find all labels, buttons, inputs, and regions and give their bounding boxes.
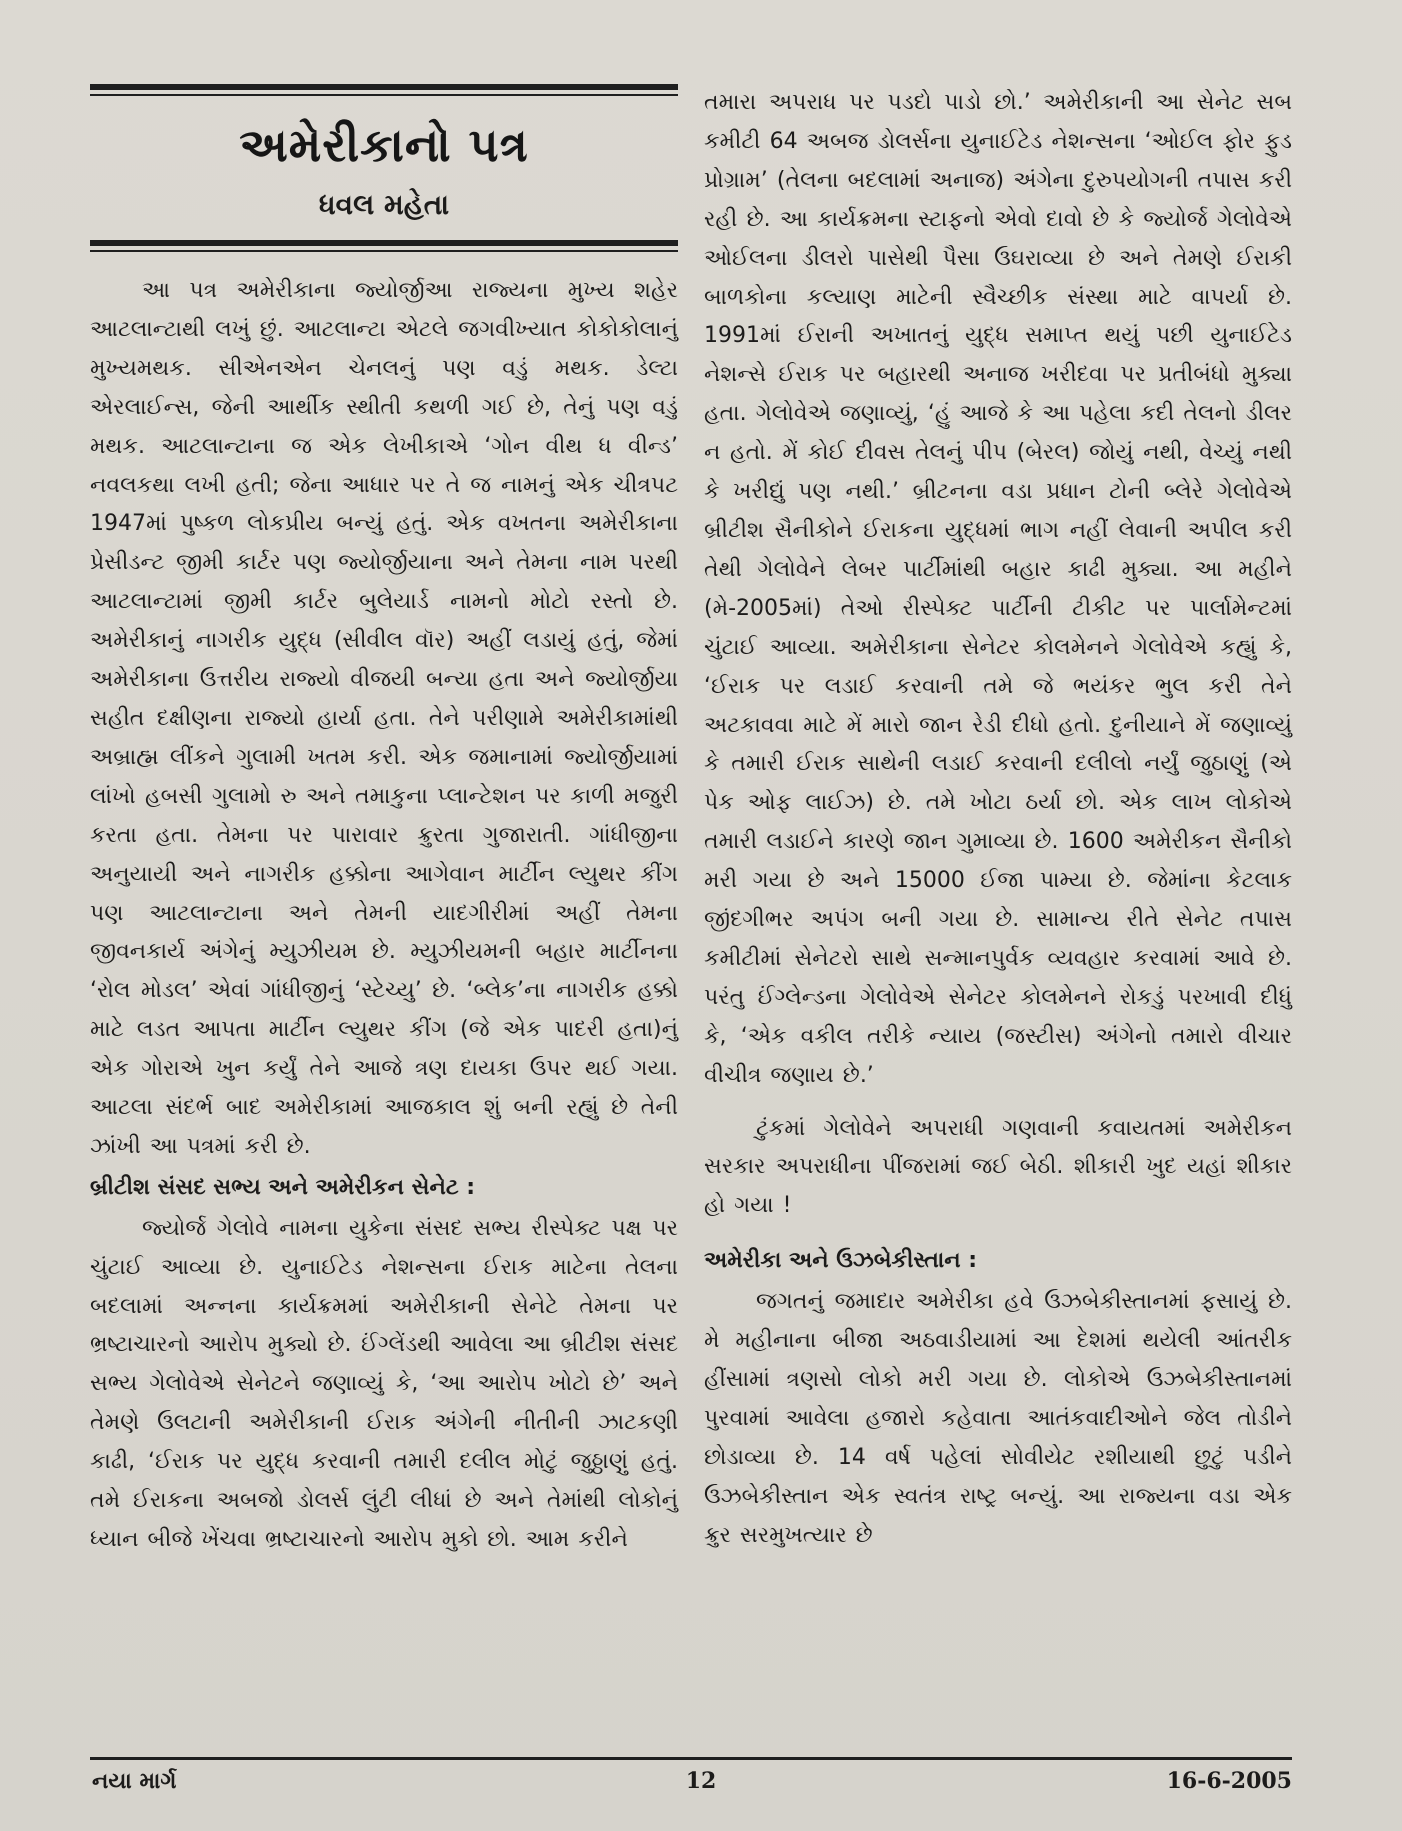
section1-conclusion: ટુંકમાં ગેલોવેને અપરાધી ગણવાની કવાયતમાં અમેરીકન સરકાર અપરાધીના પીંજરામાં જઈ બેઠી. શીકારી ખુદ યહાં શીકાર હો ગયા ! <box>704 1115 1292 1219</box>
issue-date: 16-6-2005 <box>1166 1768 1292 1794</box>
section1-paragraph-right: તમારા અપરાધ પર પડદો પાડો છો.’ અમેરીકાની આ સેનેટ સબ કમીટી 64 અબજ ડોલર્સના યુનાઈટેડ નેશન્સના ‘ઓઈલ ફોર ફુડ પ્રોગ્રામ’ (તેલના બદલામાં અનાજ) અંગેના દુરુપયોગની તપાસ કરી રહી છે. આ કાર્યક્રમના સ્ટાફનો એવો દાવો છે કે જ્યોર્જ ગેલોવેએ ઓઈલના ડીલરો પાસેથી પૈસા ઉઘરાવ્યા છે અને તેમણે ઈરાકી બાળકોના કલ્યાણ માટેની સ્વૈચ્છીક સંસ્થા માટે વાપર્યા છે. 1991માં ઈરાની અખાતનું યુદ્ધ સમાપ્ત થયું પછી યુનાઈટેડ નેશન્સે ઈરાક પર બહારથી અનાજ ખરીદવા પર પ્રતીબંધો મુક્યા હતા. ગેલોવેએ જણાવ્યું, ‘હું આજે કે આ પહેલા કદી તેલનો ડીલર ન હતો. મેં કોઈ દીવસ તેલનું પીપ (બેરલ) જોયું નથી, વેચ્યું નથી કે ખરીદ્યું પણ નથી.’ બ્રીટનના વડા પ્રધાન ટોની બ્લેરે ગેલોવેએ બ્રીટીશ સૈનીકોને ઈરાકના યુદ્ધમાં ભાગ નહીં લેવાની અપીલ કરી તેથી ગેલોવેને લેબર પાર્ટીમાંથી બહાર કાઢી મુક્યા. આ મહીને (મે-2005માં) તેઓ રીસ્પેક્ટ પાર્ટીની ટીકીટ પર પાર્લામેન્ટમાં ચુંટાઈ આવ્યા. અમેરીકાના સેનેટર કોલમેનને ગેલોવેએ કહ્યું કે, ‘ઈરાક પર લડાઈ કરવાની તમે જે ભયંકર ભુલ કરી તેને અટકાવવા માટે મેં મારો જાન રેડી દીધો હતો. દુનીયાને મેં જણાવ્યું કે તમારી ઈરાક સાથેની લડાઈ કરવાની દલીલો નર્યું જુઠાણું (એ પેક ઓફ લાઈઝ) છે. તમે ખોટા ઠર્યા છો. એક લાખ લોકોએ તમારી લડાઈને કારણે જાન ગુમાવ્યા છે. 1600 અમેરીકન સૈનીકો મરી ગયા છે અને 15000 ઈજા પામ્યા છે. જેમાંના કેટલાક જીંદગીભર અપંગ બની ગયા છે. સામાન્ય રીતે સેનેટ તપાસ કમીટીમાં સેનેટરો સાથે સન્માનપુર્વક વ્યવહાર કરવામાં આવે છે. પરંતુ ઈંગ્લેન્ડના ગેલોવેએ સેનેટર કોલમેનને રોકડું પરખાવી દીધું કે, ‘એક વકીલ તરીકે ન્યાય (જસ્ટીસ) અંગેનો તમારો વીચાર વીચીત્ર જણાય છે.’ <box>704 90 1292 1088</box>
author-rule <box>90 240 678 246</box>
section1-paragraph-left: જ્યોર્જ ગેલોવે નામના યુકેના સંસદ સભ્ય રીસ્પેક્ટ પક્ષ પર ચુંટાઈ આવ્યા છે. યુનાઈટેડ નેશન્સના ઈરાક માટેના તેલના બદલામાં અન્નના કાર્યક્રમમાં અમેરીકાની સેનેટે તેમના પર ભ્રષ્ટાચારનો આરોપ મુક્યો છે. ઈંગ્લેંડથી આવેલા આ બ્રીટીશ સંસદ સભ્ય ગેલોવેએ સેનેટને જણાવ્યું કે, ‘આ આરોપ ખોટો છે’ અને તેમણે ઉલટાની અમેરીકાની ઈરાક અંગેની નીતીની ઝાટકણી કાઢી, ‘ઈરાક પર યુદ્ધ કરવાની તમારી દલીલ મોટું જુઠ્ઠાણું હતું. તમે ઈરાકના અબજો ડોલર્સ લુંટી લીધાં છે અને તેમાંથી લોકોનું ધ્યાન બીજે ખેંચવા ભ્રષ્ટાચારનો આરોપ મુકો છો. આમ કરીને <box>90 1215 678 1552</box>
right-column <box>704 84 1292 1556</box>
section-heading-british-mp: બ્રીટીશ સંસદ સભ્ય અને અમેરીકન સેનેટ : <box>90 1174 476 1200</box>
top-rule <box>90 84 678 90</box>
intro-paragraph: આ પત્ર અમેરીકાના જ્યોર્જીઆ રાજ્યના મુખ્ય શહેર આટલાન્ટાથી લખું છું. આટલાન્ટા એટલે જગવીખ્યાત કોકોકોલાનું મુખ્યમથક. સીએનએન ચેનલનું પણ વડું મથક. ડેલ્ટા એરલાઈન્સ, જેની આર્થીક સ્થીતી કથળી ગઈ છે, તેનું પણ વડું મથક. આટલાન્ટાના જ એક લેખીકાએ ‘ગોન વીથ ધ વીન્ડ’ નવલકથા લખી હતી; જેના આધાર પર તે જ નામનું એક ચીત્રપટ 1947માં પુષ્કળ લોકપ્રીય બન્યું હતું. એક વખતના અમેરીકાના પ્રેસીડન્ટ જીમી કાર્ટર પણ જ્યોર્જીયાના અને તેમના નામ પરથી આટલાન્ટામાં જીમી કાર્ટર બુલેયાર્ડ નામનો મોટો રસ્તો છે. અમેરીકાનું નાગરીક યુદ્ધ (સીવીલ વૉર) અહીં લડાયું હતું, જેમાં અમેરીકાના ઉત્તરીય રાજ્યો વીજયી બન્યા હતા અને જ્યોર્જીયા સહીત દક્ષીણના રાજ્યો હાર્યા હતા. તેને પરીણામે અમેરીકામાંથી અબ્રાહ્મ લીંકને ગુલામી ખતમ કરી. એક જમાનામાં જ્યોર્જીયામાં લાંખો હબસી ગુલામો રુ અને તમાકુના પ્લાન્ટેશન પર કાળી મજુરી કરતા હતા. તેમના પર પારાવાર ક્રુરતા ગુજારાતી. ગાંધીજીના અનુયાયી અને નાગરીક હક્કોના આગેવાન માર્ટીન લ્યુથર કીંગ પણ આટલાન્ટાના અને તેમની યાદગીરીમાં અહીં તેમના જીવનકાર્ય અંગેનું મ્યુઝીયમ છે. મ્યુઝીયમની બહાર માર્ટીનના ‘રોલ મોડલ’ એવાં ગાંધીજીનું ‘સ્ટેચ્યુ’ છે. ‘બ્લેક’ના નાગરીક હક્કો માટે લડત આપતા માર્ટીન લ્યુથર કીંગ (જે એક પાદરી હતા)નું એક ગોરાએ ખુન કર્યું તેને આજે ત્રણ દાયકા ઉપર થઈ ગયા. આટલા સંદર્ભ બાદ અમેરીકામાં આજકાલ શું બની રહ્યું છે તેની ઝાંખી આ પત્રમાં કરી છે. <box>90 278 678 1159</box>
top-rule-thin <box>90 94 678 96</box>
article-author: ધવલ મહેતા <box>318 188 450 221</box>
left-column <box>90 84 678 1560</box>
author-rule-thin <box>90 250 678 252</box>
footer-rule <box>90 1757 1292 1760</box>
section-heading-uzbekistan: અમેરીકા અને ઉઝબેકીસ્તાન : <box>704 1248 978 1274</box>
article-title: અમેરીકાનો પત્ર <box>239 118 529 172</box>
publication-name: નયા માર્ગ <box>92 1768 177 1794</box>
section2-paragraph: જગતનું જમાદાર અમેરીકા હવે ઉઝબેકીસ્તાનમાં ફસાયું છે. મે મહીનાના બીજા અઠવાડીયામાં આ દેશમાં થયેલી આંતરીક હીંસામાં ત્રણસો લોકો મરી ગયા છે. લોકોએ ઉઝબેકીસ્તાનમાં પુરવામાં આવેલા હજારો કહેવાતા આતંકવાદીઓને જેલ તોડીને છોડાવ્યા છે. 14 વર્ષ પહેલાં સોવીયેટ રશીયાથી છુટું પડીને ઉઝબેકીસ્તાન એક સ્વતંત્ર રાષ્ટ્ર બન્યું. આ રાજ્યના વડા એક ક્રુર સરમુખત્યાર છે <box>704 1289 1292 1548</box>
page-number: 12 <box>685 1768 717 1794</box>
